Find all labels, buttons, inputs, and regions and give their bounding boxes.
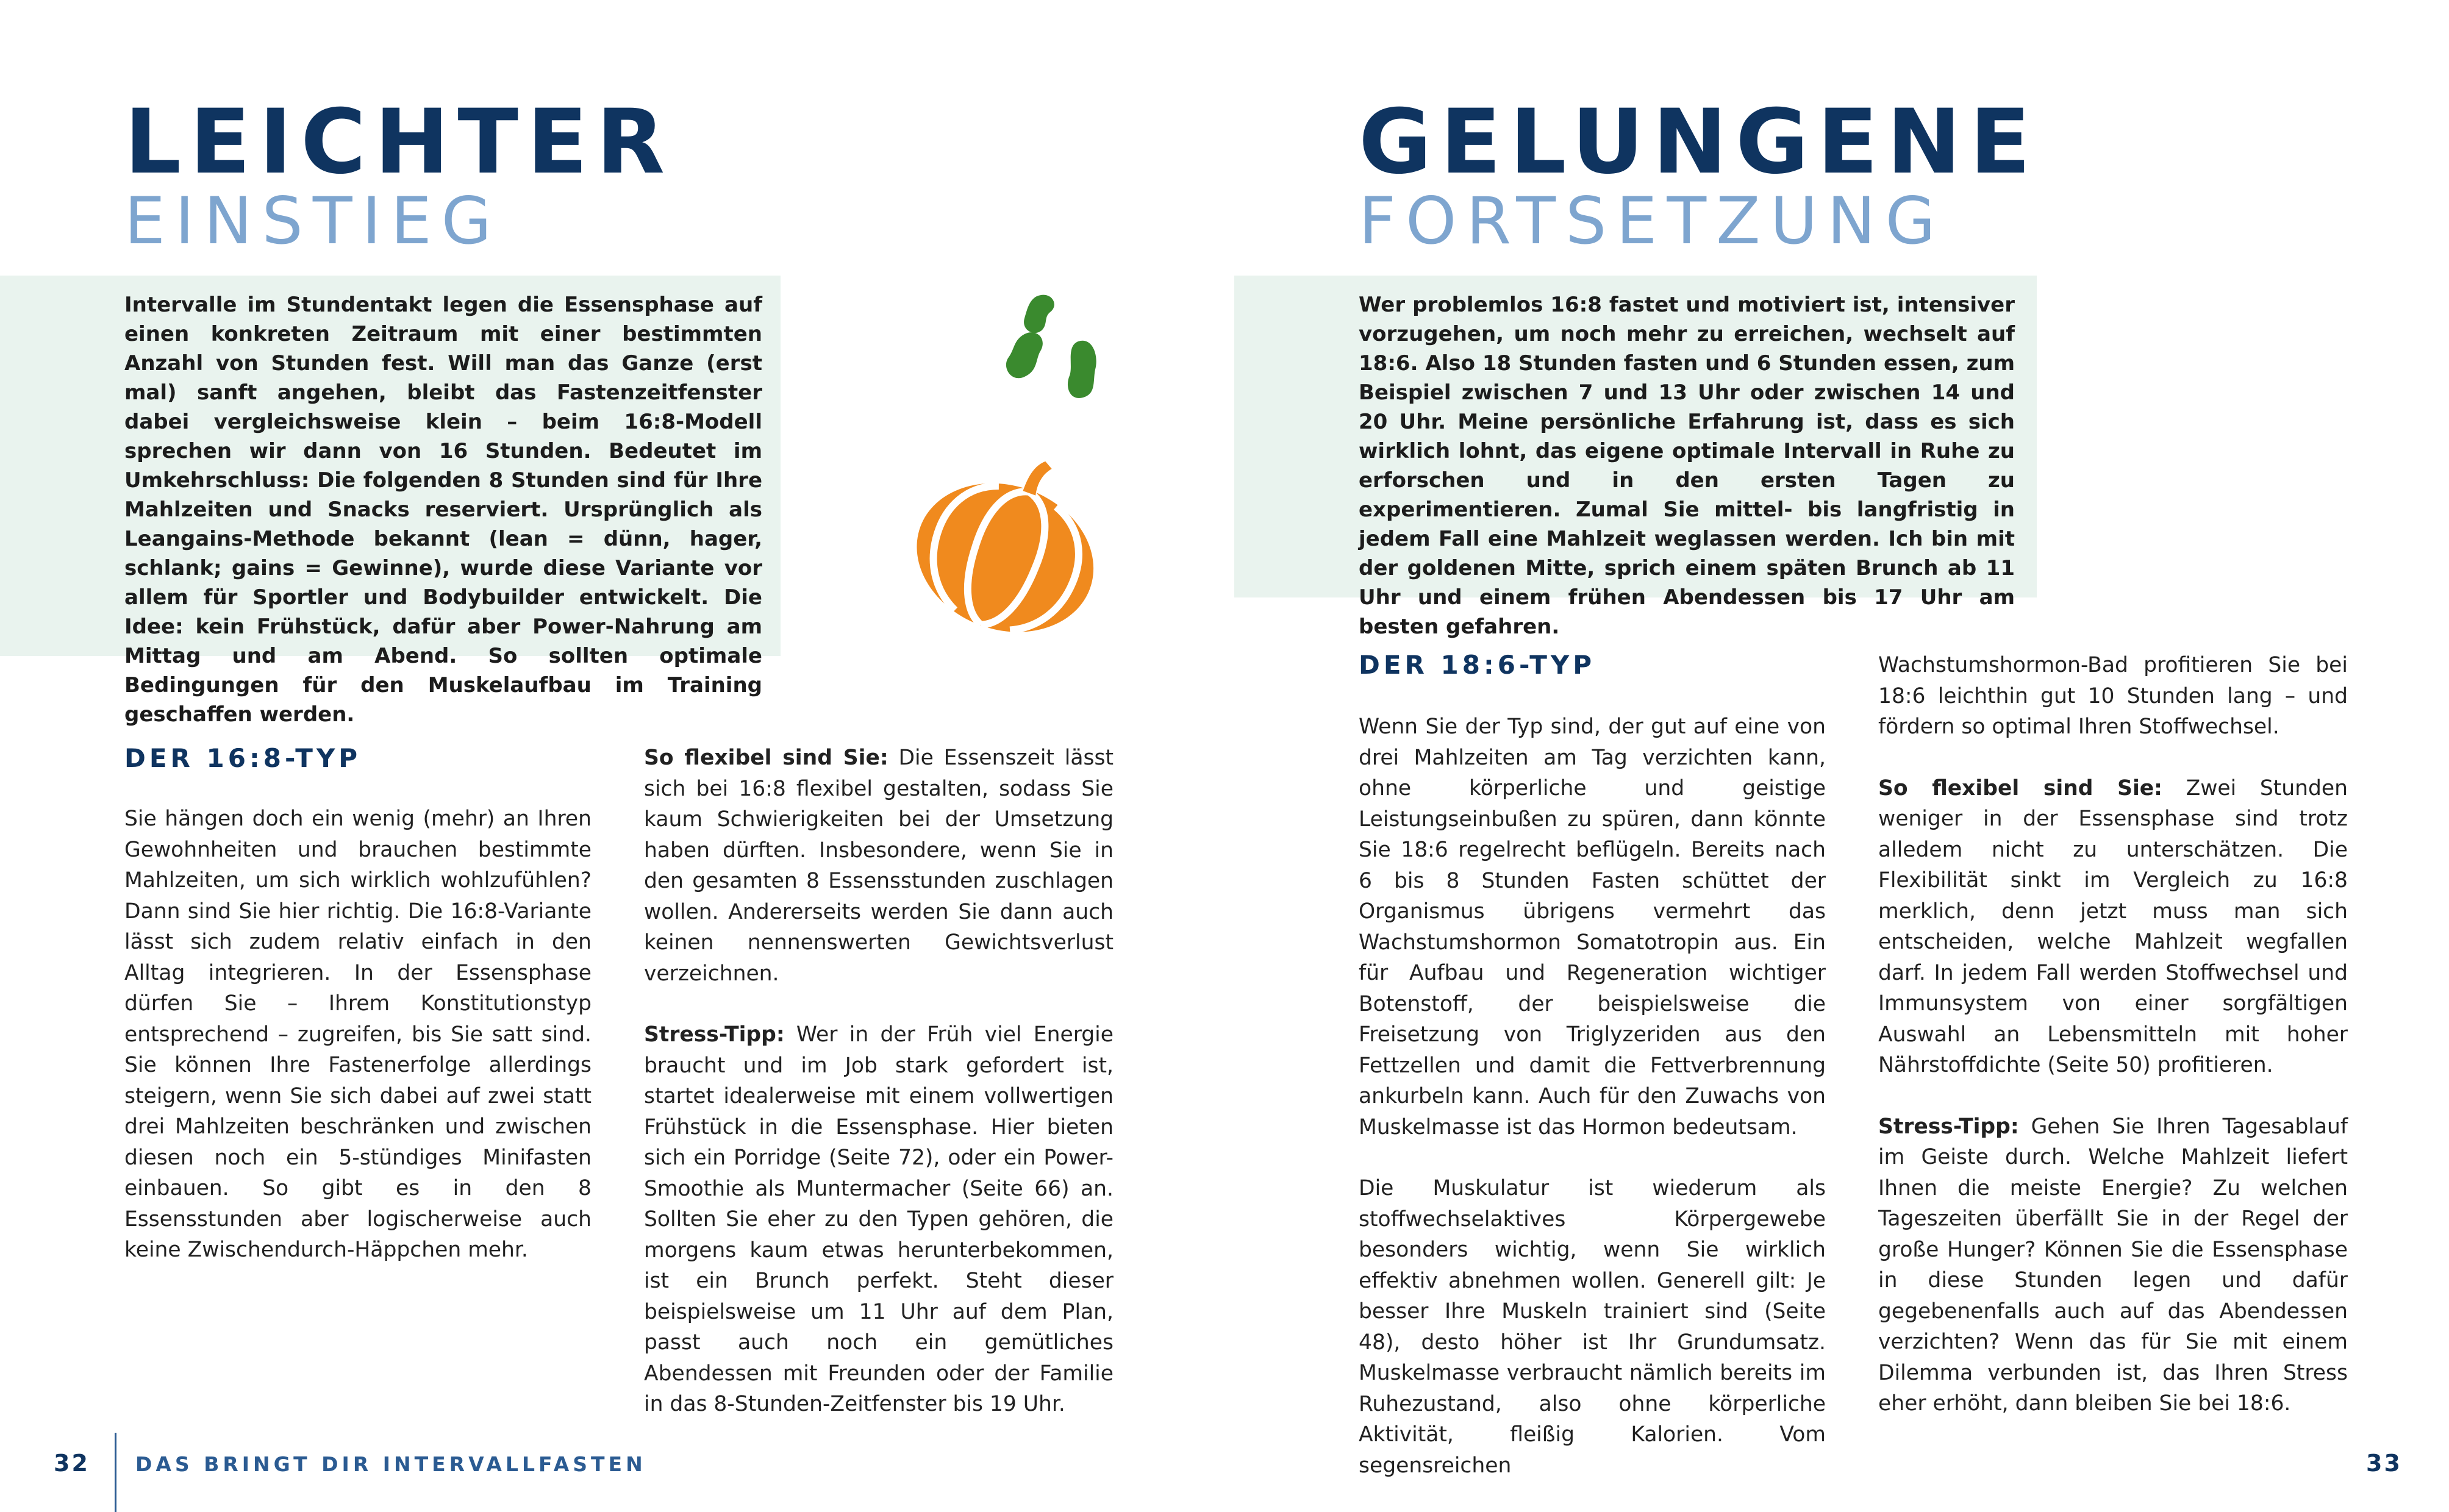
left-col2-paragraph-2: Stress-Tipp: Wer in der Früh viel Energie braucht und im Job stark gefordert ist, startet idealerweise mit einem vollwertigen Frühstück in die Essensphase. Hier bieten sich ein Porridge (Seite 72), oder ein Power-Smoothie als Muntermacher (Seite 66) an. Sollten Sie eher zu den Typen gehören, die morgens kaum etwas herunterbekommen, ist ein Brunch perfekt. Steht dieser beispielsweise um 11 Uhr auf dem Plan, passt auch noch ein gemütliches Abendessen mit Freunden oder der Familie in das 8-Stunden-Zeitfenster bis 19 Uhr.	[644, 1022, 1114, 1416]
right-col1-paragraph-1: Wenn Sie der Typ sind, der gut auf eine von drei Mahlzeiten am Tag verzichten kann, ohne körperliche und geistige Leistungseinbußen zu spüren, dann könnte Sie 18:6 regelrecht beflügeln. Bereits nach 6 bis 8 Stunden Fasten schüttet der Organismus übrigens vermehrt das Wachstumshormon Somatotropin aus. Ein für Aufbau und Regeneration wichtiger Botenstoff, der beispielsweise die Freisetzung von Triglyzeriden aus den Fettzellen und damit die Fettverbrennung ankurbeln kann. Auch für den Zuwachs von Muskelmasse ist das Hormon bedeutsam.	[1359, 715, 1826, 1139]
right-col2-lead-2: Stress-Tipp:	[1878, 1114, 2019, 1139]
left-page-number: 32	[54, 1450, 90, 1477]
left-column-1	[124, 804, 592, 1296]
footer-divider	[115, 1433, 116, 1512]
left-subtitle: EINSTIEG	[124, 184, 501, 259]
right-col2-lead-1: So flexibel sind Sie:	[1878, 776, 2162, 801]
right-col2-paragraph-2: Stress-Tipp: Gehen Sie Ihren Tagesablauf im Geiste durch. Welche Mahlzeit liefert Ihnen die meiste Energie? Zu welchen Tageszeiten überfällt Sie in der Regel der große Hunger? Können Sie die Essensphase in diese Stunden legen und dafür gegebenenfalls auch auf das Abendessen verzichten? Wenn das für Sie mit einem Dilemma verbunden ist, das Ihren Stress eher erhöht, dann bleiben Sie bei 18:6.	[1878, 1114, 2348, 1416]
right-col2-paragraph-1: So flexibel sind Sie: Zwei Stunden weniger in der Essensphase sind trotz alledem nicht zu unterschätzen. Die Flexibilität sinkt im Vergleich zu 16:8 merklich, denn jetzt muss man sich entscheiden, welche Mahlzeit wegfallen darf. In jedem Fall werden Stoffwechsel und Immunsystem von einer sorgfältigen Auswahl an Lebensmitteln mit hoher Nährstoffdichte (Seite 50) profitieren.	[1878, 776, 2348, 1077]
right-column-1	[1359, 711, 1826, 1511]
left-title: LEICHTER	[124, 90, 674, 194]
right-intro-box	[1234, 276, 2037, 639]
right-intro-text: Wer problemlos 16:8 fastet und motiviert ist, intensiver vorzugehen, um noch mehr zu erreichen, wechselt auf 18:6. Also 18 Stunden fasten und 6 Stunden essen, zum Beispiel zwischen 7 und 13 Uhr oder zwischen 14 und 20 Uhr. Meine persönliche Erfahrung ist, dass es sich wirklich lohnt, das eigene optimale Intervall in Ruhe zu erforschen und in den ersten Tagen zu experimentieren. Zumal Sie mittel- bis langfristig in jedem Fall eine Mahlzeit weglassen werden. Ich bin mit der goldenen Mitte, sprich einem späten Brunch ab 11 Uhr und einem frühen Abendessen bis 17 Uhr am besten gefahren.	[1359, 293, 2015, 639]
left-col2-lead-1: So flexibel sind Sie:	[644, 746, 888, 770]
right-column-2	[1878, 650, 2348, 1450]
bean-icon	[1068, 341, 1096, 398]
right-col1-paragraph-2: Die Muskulatur ist wiederum als stoffwechselaktives Körpergewebe besonders wichtig, wenn Sie wirklich effektiv abnehmen wollen. Generell gilt: Je besser Ihre Muskeln trainiert sind (Seite 48), desto höher ist Ihr Grundumsatz. Muskelmasse verbraucht nämlich bereits im Ruhezustand, also ohne körperliche Aktivität, fleißig Kalorien. Vom segensreichen	[1359, 1176, 1826, 1478]
right-col2-paragraph-0: Wachstumshormon-Bad profitieren Sie bei 18:6 leichthin gut 10 Stunden lang – und fördern so optimal Ihren Stoffwechsel.	[1878, 653, 2348, 739]
left-col1-paragraph: Sie hängen doch ein wenig (mehr) an Ihren Gewohnheiten und brauchen bestimmte Mahlzeiten, um sich wirklich wohlzufühlen? Dann sind Sie hier richtig. Die 16:8-Variante lässt sich zudem relativ einfach in den Alltag integrieren. In der Essensphase dürfen Sie – Ihrem Konstitutionstyp entsprechend – zugreifen, bis Sie satt sind. Sie können Ihre Fastenerfolge allerdings steigern, wenn Sie sich dabei auf zwei statt drei Mahlzeiten beschränken und zwischen diesen noch ein 5-stündiges Minifasten einbauen. So gibt es in den 8 Essensstunden aber logischerweise auch keine Zwischendurch-Häppchen mehr.	[124, 807, 592, 1262]
pumpkin-illustration	[909, 451, 1104, 640]
left-column-2	[644, 743, 1114, 1450]
left-intro-box	[0, 276, 781, 727]
right-section-heading: DER 18:6-TYP	[1359, 650, 1596, 680]
left-intro-text: Intervalle im Stundentakt legen die Essensphase auf einen konkreten Zeitraum mit einer bestimmten Anzahl von Stunden fest. Will man das Ganze (erst mal) sanft angehen, bleibt das Fastenzeitfenster dabei vergleichsweise klein – beim 16:8-Modell sprechen wir dann von 16 Stunden. Bedeutet im Umkehrschluss: Die folgenden 8 Stunden sind für Ihre Mahlzeiten und Snacks reserviert. Ursprünglich als Leangains-Methode bekannt (lean = dünn, hager, schlank; gains = Gewinne), wurde diese Variante vor allem für Sportler und Bodybuilder entwickelt. Die Idee: kein Frühstück, dafür aber Power-Nahrung am Mittag und am Abend. So sollten optimale Bedingungen für den Muskelaufbau im Training geschaffen werden.	[124, 293, 762, 727]
beans-illustration	[1000, 291, 1110, 402]
right-page-number: 33	[2366, 1450, 2402, 1477]
left-col2-lead-2: Stress-Tipp:	[644, 1022, 785, 1047]
left-section-heading: DER 16:8-TYP	[124, 743, 362, 773]
right-title: GELUNGENE	[1359, 90, 2039, 194]
bean-icon	[1006, 332, 1043, 378]
bean-icon	[1024, 295, 1054, 333]
right-subtitle: FORTSETZUNG	[1359, 184, 1945, 259]
footer-section-label: DAS BRINGT DIR INTERVALLFASTEN	[135, 1452, 646, 1476]
left-col2-paragraph-1: So flexibel sind Sie: Die Essenszeit lässt sich bei 16:8 flexibel gestalten, sodass Sie kaum Schwierigkeiten bei der Umsetzung haben dürften. Insbesondere, wenn Sie in den gesamten 8 Essensstunden zuschlagen wollen. Andererseits werden Sie dann auch keinen nennenswerten Gewichtsverlust verzeichnen.	[644, 746, 1114, 986]
